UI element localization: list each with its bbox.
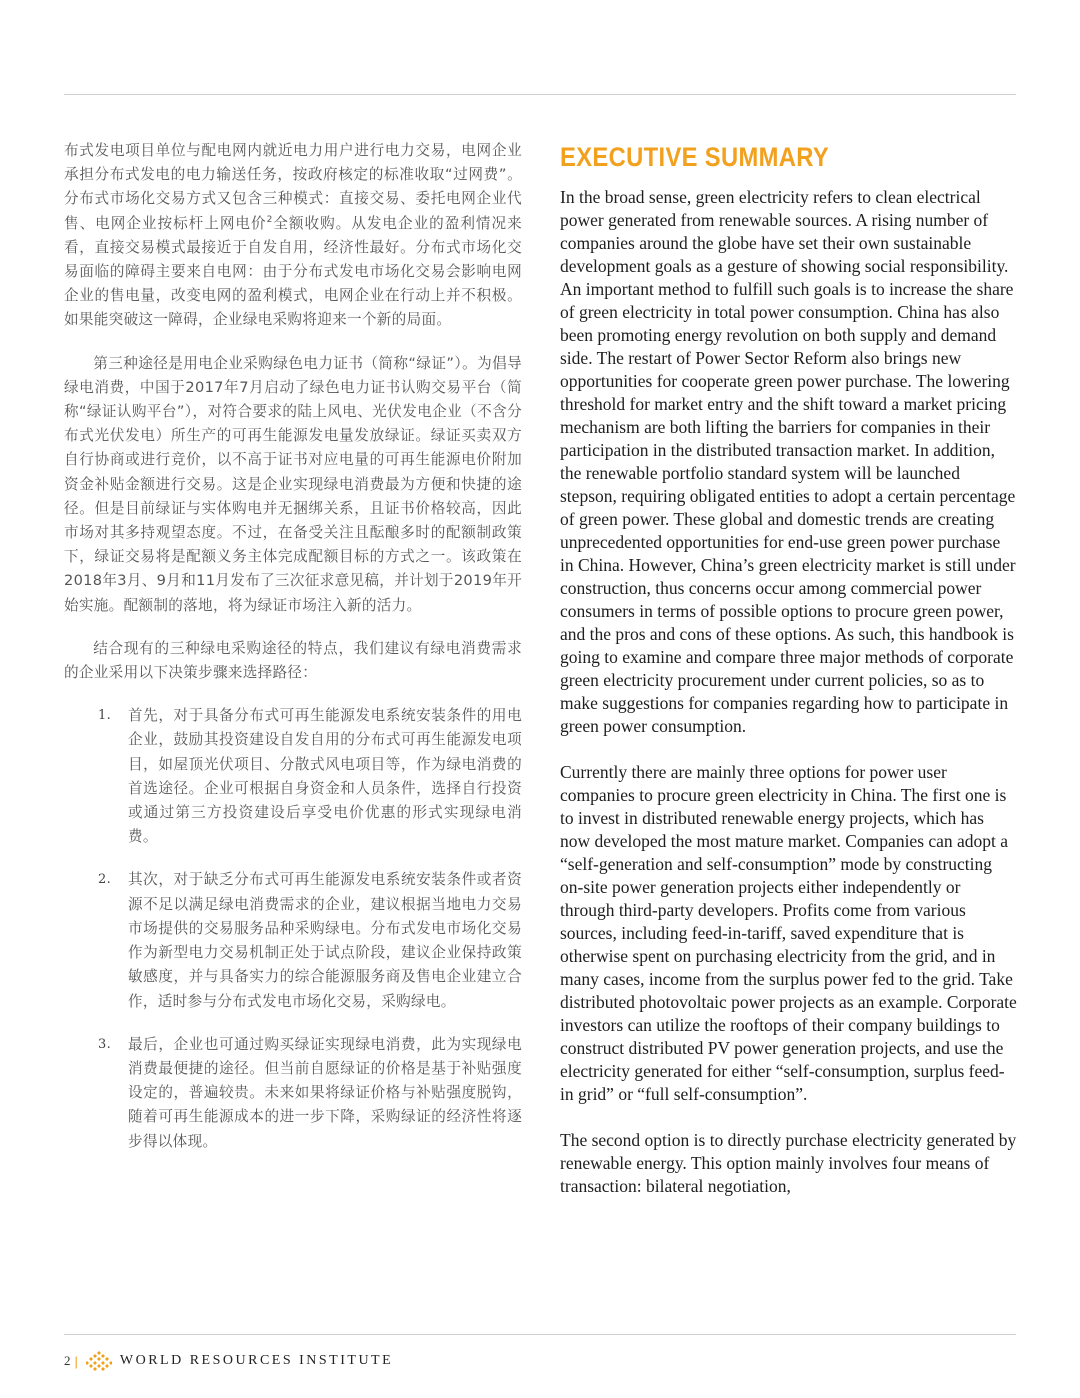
footer-separator: | bbox=[74, 1353, 78, 1369]
wri-diamond-logo-icon bbox=[86, 1351, 112, 1371]
list-number: 3. bbox=[98, 1036, 112, 1052]
english-summary-column bbox=[560, 141, 1018, 1221]
list-item-text: 最后，企业也可通过购买绿证实现绿电消费，此为实现绿电消费最便捷的途径。但当前自愿绿证的价格是基于补贴强度设定的，普遍较贵。未来如果将绿证价格与补贴强度脱钩，随着可再生能源成本的进一步下降，采购绿证的经济性将逐步得以体现。 bbox=[128, 1035, 522, 1150]
summary-paragraph-1: In the broad sense, green electricity refers to clean electrical power generated from renewable sources. A rising number of companies around the globe have set their own sustainable development goals as a gesture of showing social responsibility. An important method to fulfill such goals is to increase the share of green electricity in total power consumption. China has also been promoting energy revolution on both supply and demand side. The restart of Power Sector Reform also brings new opportunities for cooperate green power purchase. The lowering threshold for market entry and the shift toward a market pricing mechanism are both lifting the barriers for companies in their participation in the distributed transaction market. In addition, the renewable portfolio standard system will be launched stepson, requiring obligated entities to adopt a certain percentage of green power. These global and domestic trends are creating unprecedented opportunities for end-use green power purchase in China. However, China’s green electricity market is still under construction, thus concerns occur among commercial power consumers in terms of possible options to procure green power, and the pros and cons of these options. As such, this handbook is going to examine and compare three major methods of corporate green electricity procurement under current policies, so as to make suggestions for companies regarding how to participate in green power consumption. bbox=[560, 187, 1016, 736]
paragraph-green-certificates: 第三种途径是用电企业采购绿色电力证书（简称“绿证”）。为倡导绿电消费，中国于2017年7月启动了绿色电力证书认购交易平台（简称“绿证认购平台”），对符合要求的陆上风电、光伏发电企业（不含分布式光伏发电）所生产的可再生能源发电量发放绿证。绿证买卖双方自行协商或进行竞价，以不高于证书对应电量的可再生能源电价附加资金补贴金额进行交易。这是企业实现绿电消费最为方便和快捷的途径。但是目前绿证与实体购电并无捆绑关系，且证书价格较高，因此市场对其多持观望态度。不过，在备受关注且酝酿多时的配额制政策下，绿证交易将是配额义务主体完成配额目标的方式之一。该政策在2018年3月、9月和11月发布了三次征求意见稿，并计划于2019年开始实施。配额制的落地，将为绿证市场注入新的活力。 bbox=[64, 354, 522, 614]
top-divider bbox=[64, 94, 1016, 95]
summary-paragraph-2: Currently there are mainly three options for power user companies to procure green electricity in China. The first one is to invest in distributed renewable energy projects, which has now developed the most mature market. Companies can adopt a “self-generation and self-consumption” mode by constructing on-site power generation projects either independently or through third-party developers. Profits come from various sources, including feed-in-tariff, saved expenditure that is otherwise spent on purchasing electricity from the grid, and in many cases, income from the surplus power fed to the grid. Take distributed photovoltaic power projects as an example. Corporate investors can utilize the rooftops of their company buildings to construct distributed PV power generation projects, and use the electricity generated for either “self-consumption, surplus feed-in grid” or “full self-consumption”. bbox=[560, 762, 1017, 1104]
section-heading: EXECUTIVE SUMMARY bbox=[560, 142, 830, 172]
chinese-text-column bbox=[64, 139, 522, 1173]
list-item-text: 首先，对于具备分布式可再生能源发电系统安装条件的用电企业，鼓励其投资建设自发自用的分布式可再生能源发电项目，如屋顶光伏项目、分散式风电项目等，作为绿电消费的首选途径。企业可根据自身资金和人员条件，选择自行投资或通过第三方投资建设后享受电价优惠的形式实现绿电消费。 bbox=[128, 707, 522, 846]
summary-paragraph-3: The second option is to directly purchase electricity generated by renewable energy. This option mainly involves four means of transaction: bilateral negotiation, bbox=[560, 1130, 1017, 1196]
footnote-marker: 2 bbox=[266, 214, 273, 225]
list-item bbox=[98, 704, 522, 849]
page-number: 2 bbox=[64, 1353, 71, 1368]
paragraph-recommendation-intro: 结合现有的三种绿电采购途径的特点，我们建议有绿电消费需求的企业采用以下决策步骤来选择路径： bbox=[64, 639, 522, 682]
list-number: 2. bbox=[98, 872, 112, 888]
page-footer bbox=[64, 1351, 393, 1371]
list-item-text: 其次，对于缺乏分布式可再生能源发电系统安装条件或者资源不足以满足绿电消费需求的企业，建议根据当地电力交易市场提供的交易服务品种采购绿电。分布式发电市场化交易作为新型电力交易机制正处于试点阶段，建议企业保持政策敏感度，并与具备实力的综合能源服务商及售电企业建立合作，适时参与分布式发电市场化交易，采购绿电。 bbox=[128, 871, 522, 1010]
organization-name: WORLD RESOURCES INSTITUTE bbox=[119, 1353, 394, 1368]
recommendation-list bbox=[98, 704, 522, 1153]
paragraph-distributed-trading: 布式发电项目单位与配电网内就近电力用户进行电力交易，电网企业承担分布式发电的电力输送任务，按政府核定的标准收取“过网费”。分布式市场化交易方式又包含三种模式：直接交易、委托电网企业代售、电网企业按标杆上网电价$^2$全额收购。从发电企业的盈利情况来看，直接交易模式最接近于自发自用，经济性最好。分布式市场化交易面临的障碍主要来自电网：由于分布式发电市场化交易会影响电网企业的售电量，改变电网的盈利模式，电网企业在行动上并不积极。如果能突破这一障碍，企业绿电采购将迎来一个新的局面。 bbox=[64, 142, 522, 329]
list-item bbox=[98, 868, 522, 1013]
list-item bbox=[98, 1033, 522, 1154]
bottom-divider bbox=[64, 1334, 1016, 1335]
list-number: 1. bbox=[98, 708, 112, 724]
